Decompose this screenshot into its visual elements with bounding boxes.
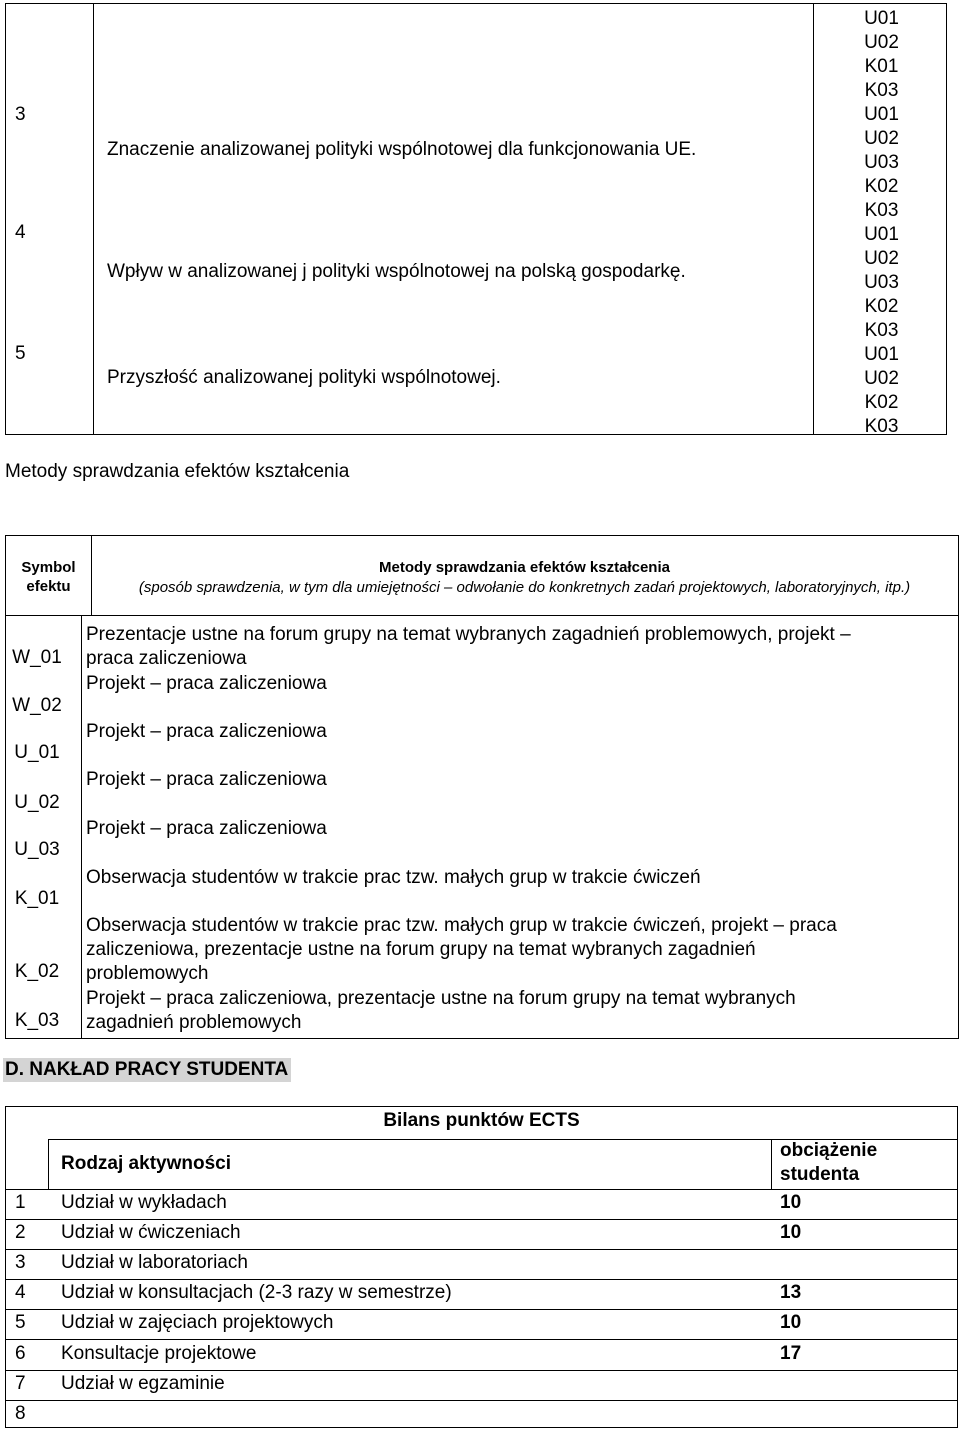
row-divider	[6, 1339, 957, 1340]
row-divider	[6, 1370, 957, 1371]
code: U03	[864, 272, 899, 293]
row-load: 10	[780, 1222, 802, 1243]
row-activity: Udział w laboratoriach	[61, 1252, 248, 1273]
symbol-cell: U_02	[14, 792, 60, 813]
symbol-cell: W_02	[12, 695, 62, 716]
method-line: praca zaliczeniowa	[86, 648, 247, 669]
topic-number: 5	[15, 343, 26, 364]
code: K02	[864, 176, 899, 197]
topic-number: 3	[15, 104, 26, 125]
symbol-cell: K_01	[14, 888, 60, 909]
column-divider	[771, 1139, 772, 1189]
header-subtitle: (sposób sprawdzenia, w tym dla umiejętności – odwołanie do konkretnych zadań projektowych, laboratoryjnych, itp.)	[138, 579, 911, 596]
method-line: Obserwacja studentów w trakcie prac tzw. małych grup w trakcie ćwiczeń	[86, 867, 701, 888]
code: U01	[864, 104, 899, 125]
symbol-cell: K_03	[14, 1010, 60, 1031]
method-line: Prezentacje ustne na forum grupy na temat wybranych zagadnień problemowych, projekt –	[86, 624, 851, 645]
row-load: 17	[780, 1343, 802, 1364]
row-load: 10	[780, 1192, 802, 1213]
symbol-cell: K_02	[14, 961, 60, 982]
symbol-cell: U_01	[14, 742, 60, 763]
code: U02	[864, 32, 899, 53]
row-load: 10	[780, 1312, 802, 1333]
methods-heading: Metody sprawdzania efektów kształcenia	[5, 461, 350, 482]
column-divider	[93, 4, 94, 434]
method-line: Projekt – praca zaliczeniowa	[86, 769, 327, 790]
row-number: 2	[15, 1222, 26, 1243]
code: K01	[864, 56, 899, 77]
row-load: 13	[780, 1282, 802, 1303]
column-divider	[813, 4, 814, 434]
code: U02	[864, 248, 899, 269]
code: K03	[864, 80, 899, 101]
method-line: Projekt – praca zaliczeniowa	[86, 721, 327, 742]
row-number: 3	[15, 1252, 26, 1273]
row-divider	[6, 615, 958, 616]
topic-codes	[817, 127, 946, 247]
code: U02	[864, 368, 899, 389]
column-divider	[48, 1139, 49, 1189]
row-activity: Konsultacje projektowe	[61, 1343, 257, 1364]
method-line: Projekt – praca zaliczeniowa	[86, 818, 327, 839]
row-number: 8	[15, 1403, 26, 1424]
topic-text: Wpływ w analizowanej j polityki wspólnotowej na polską gospodarkę.	[107, 261, 686, 282]
header-title: Metody sprawdzania efektów kształcenia	[379, 559, 670, 576]
topic-number: 4	[15, 222, 26, 243]
code: K03	[864, 200, 899, 221]
code: U02	[864, 128, 899, 149]
row-activity: Udział w konsultacjach (2-3 razy w semestrze)	[61, 1282, 452, 1303]
row-number: 1	[15, 1192, 26, 1213]
header-symbol: Symbol efektu	[21, 559, 76, 595]
row-activity: Udział w egzaminie	[61, 1373, 225, 1394]
row-divider	[6, 1279, 957, 1280]
row-divider	[6, 1219, 957, 1220]
ects-title: Bilans punktów ECTS	[383, 1110, 580, 1131]
row-number: 7	[15, 1373, 26, 1394]
column-divider	[81, 615, 82, 1038]
topic-text: Przyszłość analizowanej polityki wspólnotowej.	[107, 367, 501, 388]
topic-text: Znaczenie analizowanej polityki wspólnotowej dla funkcjonowania UE.	[107, 139, 697, 160]
method-line: Obserwacja studentów w trakcie prac tzw. małych grup w trakcie ćwiczeń, projekt – praca	[86, 915, 837, 936]
code: U01	[864, 344, 899, 365]
topic-codes	[817, 7, 946, 127]
method-line: problemowych	[86, 963, 209, 984]
methods-table	[5, 535, 959, 1039]
section-d-title: D. NAKŁAD PRACY STUDENTA	[3, 1058, 291, 1082]
column-header-activity: Rodzaj aktywności	[61, 1153, 231, 1174]
column-header-load: obciążenie studenta	[780, 1140, 878, 1185]
method-line: Projekt – praca zaliczeniowa, prezentacje ustne na forum grupy na temat wybranych	[86, 988, 796, 1009]
code: U01	[864, 224, 899, 245]
row-activity: Udział w zajęciach projektowych	[61, 1312, 334, 1333]
ects-table	[5, 1106, 958, 1428]
code: K03	[864, 320, 899, 341]
symbol-cell: U_03	[14, 839, 60, 860]
row-number: 6	[15, 1343, 26, 1364]
code: U01	[864, 8, 899, 29]
row-divider	[6, 1249, 957, 1250]
code: K02	[864, 392, 899, 413]
row-number: 5	[15, 1312, 26, 1333]
row-activity: Udział w ćwiczeniach	[61, 1222, 241, 1243]
row-activity: Udział w wykładach	[61, 1192, 227, 1213]
row-divider	[6, 1189, 957, 1190]
code: U03	[864, 152, 899, 173]
symbol-cell: W_01	[12, 647, 62, 668]
row-divider	[6, 1309, 957, 1310]
topic-codes	[817, 247, 946, 439]
row-divider	[6, 1400, 957, 1401]
code: K02	[864, 296, 899, 317]
row-number: 4	[15, 1282, 26, 1303]
method-line: Projekt – praca zaliczeniowa	[86, 673, 327, 694]
method-line: zaliczeniowa, prezentacje ustne na forum grupy na temat wybranych zagadnień	[86, 939, 756, 960]
code: K03	[864, 416, 899, 437]
method-line: zagadnień problemowych	[86, 1012, 302, 1033]
topics-table	[5, 3, 947, 435]
